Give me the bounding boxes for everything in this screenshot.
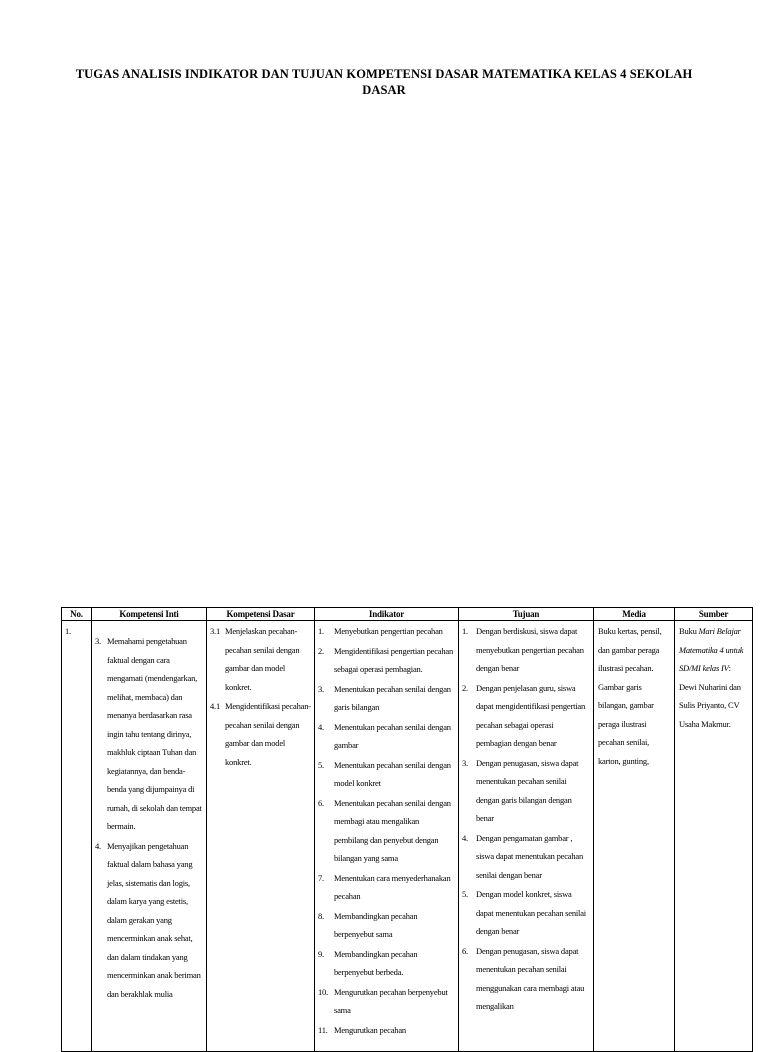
kd-item-number: 4.1 [210,701,221,711]
ki-item-text: Menyajikan pengetahuan faktual dalam bahasa yang jelas, sistematis dan logis, dalam karya yang estetis, dalam gerakan yang mencerminkan anak sehat, dan dalam tindakan yang mencerminkan anak beriman dan berakhlak mulia [107,840,201,999]
kd-item-text: Mengidentifikasi pecahan-pecahan senilai dengan gambar dan model konkret. [225,701,311,767]
indikator-item-number: 5. [318,759,324,770]
header-media: Media [594,608,675,621]
tujuan-item-text: Dengan penjelasan guru, siswa dapat mengidentifikasi pengertian pecahan sebagai operasi pembagian dengan benar [476,682,586,748]
indikator-item-text: Menentukan cara menyederhanakan pecahan [334,872,451,901]
tujuan-item-text: Dengan berdiskusi, siswa dapat menyebutkan pengertian pecahan dengan benar [476,626,584,673]
indikator-item [318,907,455,944]
indikator-item-text: Menyebutkan pengertian pecahan [334,626,443,636]
indikator-item-number: 1. [318,626,324,636]
tujuan-item [462,942,590,1016]
tujuan-item-number: 4. [462,832,468,843]
header-tujuan: Tujuan [459,608,594,621]
sumber-prefix: Buku [679,626,699,636]
document-title: TUGAS ANALISIS INDIKATOR DAN TUJUAN KOMPETENSI DASAR MATEMATIKA KELAS 4 SEKOLAH DASAR [75,67,693,97]
kd-item [210,622,311,696]
header-sumber: Sumber [675,608,753,621]
sumber-suffix: : Dewi Nuharini dan Sulis Priyanto, CV Usaha Makmur. [679,663,741,729]
tujuan-item [462,679,590,753]
analysis-table [61,607,753,1052]
indikator-item [318,945,455,982]
indikator-item-text: Membandingkan pecahan berpenyebut berbeda. [334,948,418,977]
indikator-item-text: Membandingkan pecahan berpenyebut sama [334,910,418,939]
tujuan-item-text: Dengan pengamatan gambar , siswa dapat menentukan pecahan senilai dengan benar [476,832,584,880]
header-indikator: Indikator [315,608,459,621]
ki-item [95,837,203,1004]
indikator-item [318,794,455,868]
indikator-item-number: 11. [318,1024,328,1035]
tujuan-item-number: 6. [462,945,468,956]
tujuan-item-text: Dengan model konkret, siswa dapat menentukan pecahan senilai dengan benar [476,889,586,936]
cell-indikator [315,621,459,1052]
indikator-item-number: 4. [318,721,324,732]
cell-kompetensi-inti [92,621,207,1052]
tujuan-item-number: 2. [462,682,468,693]
indikator-item-text: Mengidentifikasi pengertian pecahan sebagai operasi pembagian. [334,645,454,674]
indikator-item [318,983,455,1020]
cell-no [62,621,92,1052]
tujuan-item [462,829,590,885]
indikator-item [318,756,455,793]
table-header-row [62,608,753,621]
tujuan-item-number: 1. [462,626,468,636]
header-kompetensi-inti: Kompetensi Inti [92,608,207,621]
header-no: No. [62,608,92,621]
indikator-item-text: Menentukan pecahan senilai dengan membagi atau mengalikan pembilang dan penyebut dengan bilangan yang sama [334,797,451,863]
indikator-item-number: 3. [318,683,324,694]
tujuan-item-text: Dengan penugasan, siswa dapat menentukan pecahan senilai dengan garis bilangan dengan benar [476,757,579,823]
tujuan-item [462,622,590,678]
indikator-item [318,718,455,755]
cell-media [594,621,675,1052]
kd-item-number: 3.1 [210,626,221,636]
tujuan-item-number: 3. [462,757,468,768]
indikator-item-text: Mengurutkan pecahan berpenyebut sama [334,986,448,1015]
indikator-item-number: 7. [318,872,324,883]
indikator-item-text: Mengurutkan pecahan [334,1024,406,1035]
ki-item [95,632,203,836]
indikator-item-number: 2. [318,645,324,656]
indikator-item-text: Menentukan pecahan senilai dengan gambar [334,721,451,750]
indikator-item [318,1021,455,1040]
tujuan-item [462,754,590,828]
ki-item-text: Memahami pengetahuan faktual dengan cara mengamati (mendengarkan, melihat, membaca) dan menanya berdasarkan rasa ingin tahu tentang dirinya, makhluk ciptaan Tuhan dan kegiatannya, dan benda-benda yang dijumpainya di rumah, di sekolah dan tempat bermain. [107,636,202,831]
ki-item-number: 4. [95,840,101,851]
indikator-item [318,680,455,717]
indikator-item-number: 10. [318,986,329,997]
row-number: 1. [65,626,71,636]
kd-item-text: Menjelaskan pecahan-pecahan senilai dengan gambar dan model konkret. [225,626,300,692]
cell-tujuan [459,621,594,1052]
header-kompetensi-dasar: Kompetensi Dasar [207,608,315,621]
indikator-item-number: 9. [318,948,324,959]
media-text: Buku kertas, pensil, dan gambar peraga ilustrasi pecahan. Gambar garis bilangan, gambar peraga ilustrasi pecahan senilai, karton, gunting, [598,626,662,766]
cell-sumber [675,621,753,1052]
indikator-item [318,642,455,679]
tujuan-item-number: 5. [462,889,468,899]
sumber-text [675,621,752,734]
tujuan-item [462,885,590,941]
indikator-item [318,869,455,906]
indikator-item-number: 6. [318,797,324,808]
indikator-item-text: Menentukan pecahan senilai dengan model konkret [334,759,451,788]
ki-item-number: 3. [95,636,101,646]
cell-kompetensi-dasar [207,621,315,1052]
indikator-item-number: 8. [318,910,324,921]
indikator-item [318,622,455,641]
table-row [62,621,753,1052]
kd-item [210,697,311,771]
tujuan-item-text: Dengan penugasan, siswa dapat menentukan pecahan senilai menggunakan cara membagi atau mengalikan [476,945,585,1011]
indikator-item-text: Menentukan pecahan senilai dengan garis bilangan [334,683,451,712]
sumber-book-title: Mari Belajar Matematika 4 untuk SD/MI kelas IV [679,626,744,673]
